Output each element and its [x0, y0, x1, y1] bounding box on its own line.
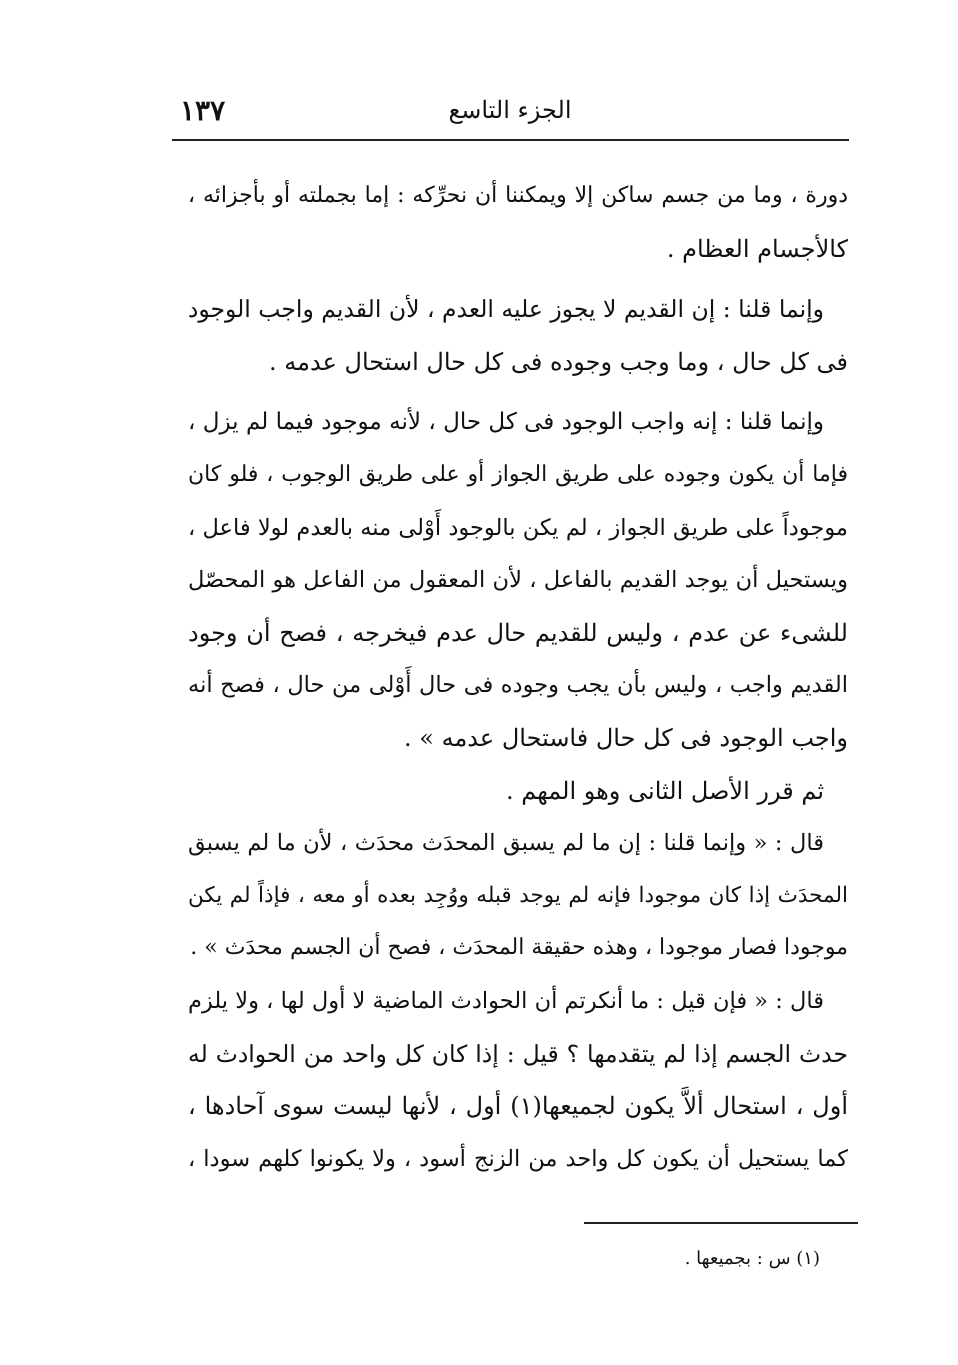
- text-line: ثم قرر الأصل الثانى وهو المهم .: [505, 776, 824, 805]
- paragraph-2: [188, 283, 848, 388]
- text-line: أول ، استحال ألاَّ يكون لجميعها(١) أول ، لأنها ليست سوى آحادها ،: [188, 1092, 848, 1121]
- text-line: وإنما قلنا : إنه واجب الوجود فى كل حال ، لأنه موجود فيما لم يزل ،: [188, 409, 824, 436]
- text-line: وإنما قلنا : إن القديم لا يجوز عليه العدم ، لأن القديم واجب الوجود: [188, 295, 824, 324]
- text-line: المحدَث إذا كان موجودا فإنه لم يوجد قبله ووُجِد بعده أو معه ، فإذاً لم يكن: [188, 882, 848, 908]
- text-line: القديم واجب ، وليس بأن يجب وجوده فى حال أَوْلى من حال ، فصح أنه: [188, 672, 848, 699]
- footnote: (١) س : بجميعها .: [684, 1248, 820, 1269]
- paragraph-4: [188, 765, 848, 818]
- text-line: حدث الجسم إذا لم يتقدمها ؟ قيل : إذا كان كل واحد من الحوادث له: [188, 1039, 848, 1068]
- text-line: موجودا فصار موجودا ، وهذه حقيقة المحدَث ، فصح أن الجسم محدَث » .: [190, 935, 848, 961]
- text-line: كالأجسام العظام .: [666, 234, 848, 263]
- body-text: [188, 170, 848, 1185]
- text-line: قال : « فإن قيل : ما أنكرتم أن الحوادث الماضية لا أول لها ، ولا يلزم: [188, 987, 824, 1014]
- text-line: موجوداً على طريق الجواز ، لم يكن بالوجود أَوْلى منه بالعدم لولا فاعل ،: [188, 514, 848, 541]
- paragraph-5: [188, 817, 848, 975]
- text-line: فإما أن يكون وجوده على طريق الجواز أو على طريق الوجوب ، فلو كان: [188, 461, 848, 487]
- text-line: واجب الوجود فى كل حال فاستحال عدمه » .: [404, 723, 848, 752]
- paragraph-1: [188, 170, 848, 275]
- text-line: قال : « وإنما قلنا : إن ما لم يسبق المحدَث محدَث ، لأن ما لم يسبق: [188, 830, 824, 857]
- header-rule: [172, 139, 849, 141]
- page-header: [172, 88, 848, 138]
- paragraph-6: [188, 975, 848, 1185]
- footnote-rule: [584, 1222, 858, 1224]
- text-line: ويستحيل أن يوجد القديم بالفاعل ، لأن المعقول من الفاعل هو المحصّل: [188, 567, 848, 594]
- text-line: كما يستحيل أن يكون كل واحد من الزنج أسود ، ولا يكونوا كلهم سودا ،: [188, 1145, 848, 1172]
- paragraph-3: [188, 396, 848, 764]
- text-line: للشىء عن عدم ، وليس للقديم حال عدم فيخرجه ، فصح أن وجود: [188, 618, 848, 647]
- running-title: الجزء التاسع: [448, 96, 572, 124]
- page-number: ١٣٧: [180, 94, 226, 127]
- text-line: فى كل حال ، وما وجب وجوده فى كل حال استحال عدمه .: [269, 347, 848, 376]
- text-line: دورة ، وما من جسم ساكن إلا ويمكننا أن نحرِّكه : إما بجملته أو بأجزائه ،: [188, 183, 848, 208]
